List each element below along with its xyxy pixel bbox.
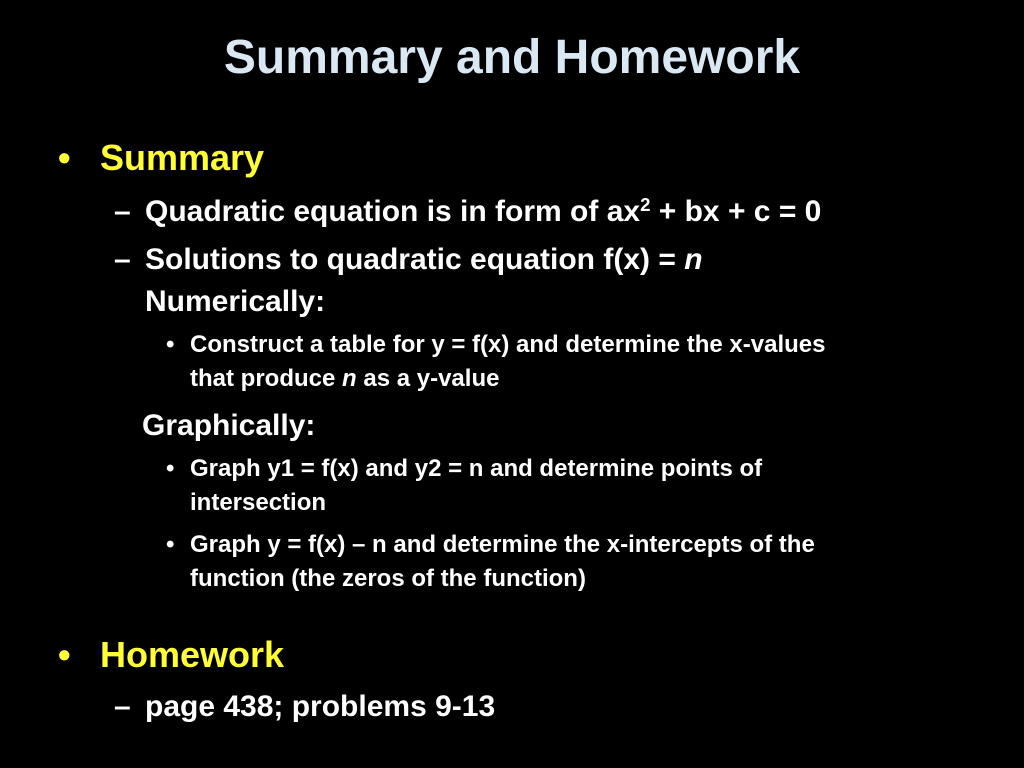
solutions-prefix: Solutions to quadratic equation f(x) = <box>145 243 685 276</box>
graph-method2-line2: function (the zeros of the function) <box>190 565 586 592</box>
bullet-marker: • <box>58 137 71 178</box>
numerically-line1: Construct a table for y = f(x) and determine the x-values <box>190 331 826 358</box>
bullet-marker: • <box>166 455 175 482</box>
quadratic-form-text <box>145 192 821 232</box>
bullet-marker: • <box>58 634 71 675</box>
numerically-label: Numerically: <box>145 285 326 318</box>
numerically-line2-prefix: that produce <box>190 365 343 392</box>
quadratic-form-exponent: 2 <box>640 193 651 215</box>
graph-method1-line1: Graph y1 = f(x) and y2 = n and determine points of <box>190 455 763 482</box>
graphically-label: Graphically: <box>142 409 316 442</box>
numerically-line2-variable: n <box>342 365 357 392</box>
solutions-variable: n <box>684 243 703 276</box>
solutions-text <box>145 240 703 280</box>
quadratic-form-suffix: + bx + c = 0 <box>650 195 822 228</box>
summary-heading: Summary <box>100 137 265 178</box>
numerically-line2-suffix: as a y-value <box>356 365 500 392</box>
dash-marker: – <box>114 195 131 228</box>
graph-method2-line1: Graph y = f(x) – n and determine the x-intercepts of the <box>190 531 815 558</box>
quadratic-form-prefix: Quadratic equation is in form of ax <box>145 195 641 228</box>
bullet-marker: • <box>166 531 175 558</box>
slide-title: Summary and Homework <box>223 31 801 84</box>
dash-marker: – <box>114 690 131 723</box>
dash-marker: – <box>114 243 131 276</box>
bullet-marker: • <box>166 331 175 358</box>
numerically-line2 <box>190 362 499 396</box>
graph-method1-line2: intersection <box>190 489 327 516</box>
homework-heading: Homework <box>100 634 285 675</box>
homework-assignment: page 438; problems 9-13 <box>145 690 496 723</box>
